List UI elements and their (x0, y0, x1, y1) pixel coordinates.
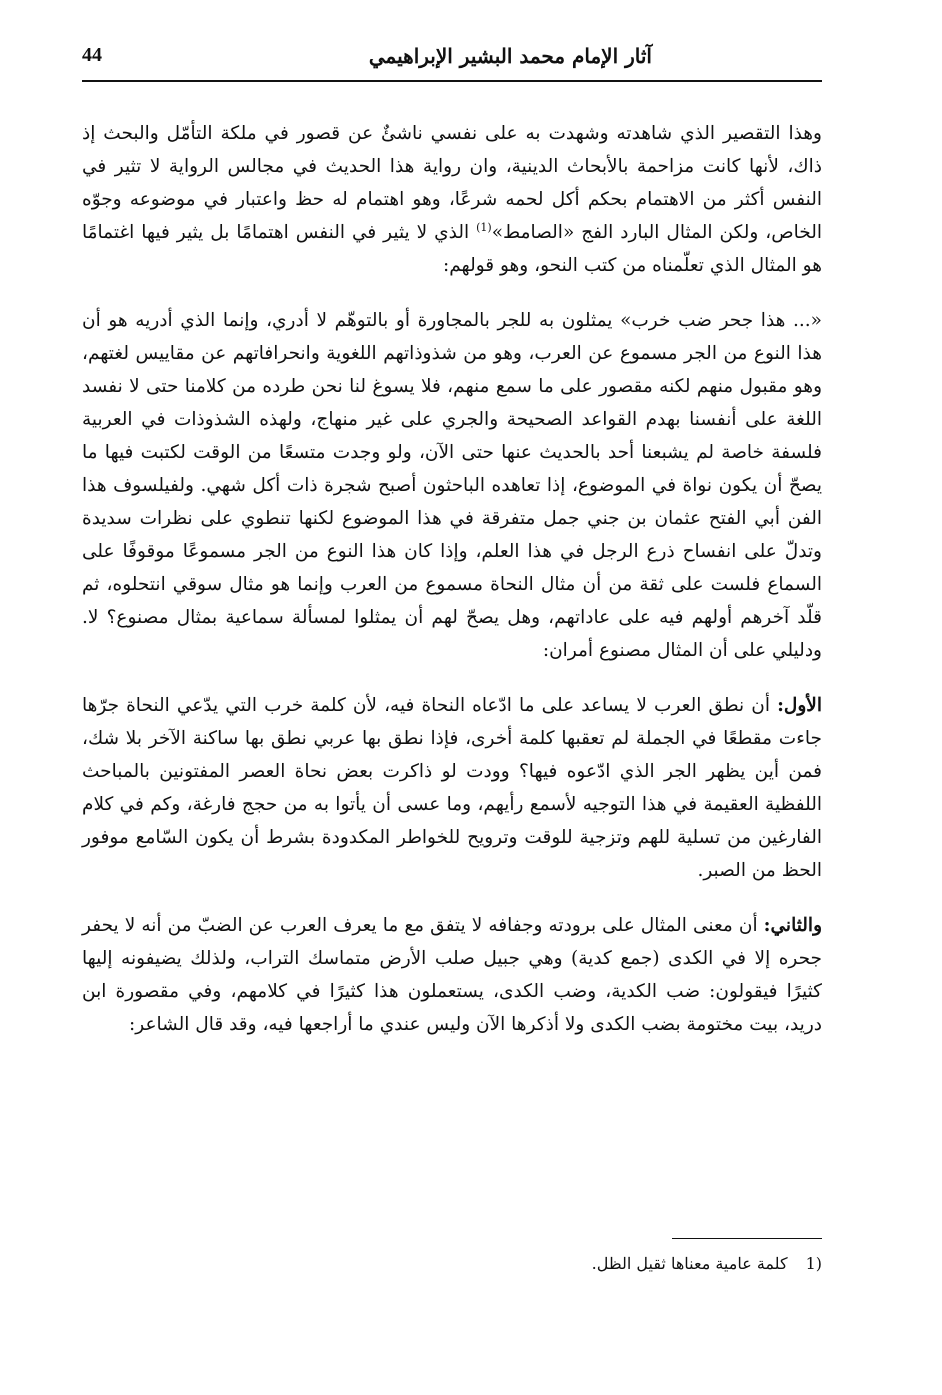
page-header (82, 40, 822, 82)
footnote (222, 1252, 822, 1276)
paragraph-3 (82, 689, 822, 887)
footnote-reference: (1) (476, 220, 492, 234)
paragraph-1 (82, 117, 822, 282)
page-number: 44 (82, 44, 102, 66)
paragraph-4-lead: والثاني: (763, 915, 822, 936)
footnote-divider (672, 1238, 822, 1239)
body-text (82, 117, 822, 1063)
running-title: آثار الإمام محمد البشير الإبراهيمي (368, 44, 652, 68)
paragraph-4 (82, 909, 822, 1041)
paragraph-2: «... هذا جحر ضب خرب» يمثلون به للجر بالمجاورة أو بالتوهّم لا أدري، وإنما الذي أدريه هو أن هذا النوع من الجر مسموع عن العرب، وهو من شذوذاتهم اللغوية وانحرافاتهم عن مقاييس لغتهم، وهو مقبول منهم لكنه مقصور على ما سمع منهم، فلا يسوغ لنا نحن طرده من كلامنا حتى لا نفسد اللغة على أنفسنا بهدم القواعد الصحيحة والجري على غير منهاج، ولهذه الشذوذات في العربية فلسفة خاصة لم يشبعنا أحد بالحديث عنها حتى الآن، ولو وجدت متسعًا من الوقت لكتبت فيها ما يصحّ أن يكون نواة في الموضوع، إذا تعاهده الباحثون أصبح شجرة ذات أكل شهي. ولفيلسوف هذا الفن أبي الفتح عثمان بن جني جمل متفرقة في هذا الموضوع لكنها تنطوي على نظرات سديدة وتدلّ على انفساح ذرع الرجل في هذا العلم، وإذا كان هذا النوع من الجر مسموعًا موقوفًا على السماع فلست على ثقة من أن مثال النحاة مسموع من العرب وإنما هو مثال سوقي انتحلوه، ثم قلّد آخرهم أولهم فيه على عاداتهم، وهل يصحّ لهم أن يمثلوا لمسألة سماعية بمثال مصنوع؟ لا. ودليلي على أن المثال مصنوع أمران: (82, 310, 822, 661)
paragraph-1-text-b: الذي لا يثير في النفس اهتمامًا بل يثير فيها اغتمامًا هو المثال الذي تعلّمناه من كتب النحو، وهو قولهم: (82, 222, 822, 276)
paragraph-3-lead: الأول: (777, 695, 822, 716)
footnote-text: كلمة عامية معناها ثقيل الظل. (591, 1254, 788, 1273)
paragraph-3-text: أن نطق العرب لا يساعد على ما ادّعاه النحاة فيه، لأن كلمة خرب التي يدّعي النحاة جرّها جاءت مقطعًا في الجملة لم تعقبها كلمة أخرى، فإذا نطق بها عربي نطق بها ساكنة الآخر بلا شك، فمن أين يظهر الجر الذي ادّعوه فيها؟ وودت لو ذاكرت بعض نحاة العصر المفتونين بالمباحث اللفظية العقيمة في هذا التوجيه لأسمع رأيهم، وما عسى أن يأتوا به من حجج فارغة، وكم في كلام الفارغين من تسلية للهم وتزجية للوقت وترويح للخواطر المكدودة بشرط أن يكون السّامع موفور الحظ من الصبر. (82, 695, 822, 881)
footnote-number: 1) (805, 1254, 822, 1273)
paragraph-1-text-a: وهذا التقصير الذي شاهدته وشهدت به على نفسي ناشئٌ عن قصور في ملكة التأمّل والبحث إذ ذاك، لأنها كانت مزاحمة بالأبحاث الدينية، وان رواية هذا الحديث في مجالس الرواية لا تثير في النفس أكثر من الاهتمام بحكم أكل لحمه شرعًا، وهو اهتمام له حظ واعتبار في موضوعه وجوّه الخاص، ولكن المثال البارد الفج «الصامط» (82, 123, 822, 243)
paragraph-4-text: أن معنى المثال على برودته وجفافه لا يتفق مع ما يعرف العرب عن الضبّ من أنه لا يحفر جحره إلا في الكدى (جمع كدية) وهي جبيل صلب الأرض متماسك التراب، ولذلك يضيفونه إليها كثيرًا فيقولون: ضب الكدية، وضب الكدى، يستعملون هذا كثيرًا في كلامهم، وفي مقصورة ابن دريد، بيت مختومة بضب الكدى ولا أذكرها الآن وليس عندي ما أراجعها فيه، وقد قال الشاعر: (82, 915, 822, 1035)
